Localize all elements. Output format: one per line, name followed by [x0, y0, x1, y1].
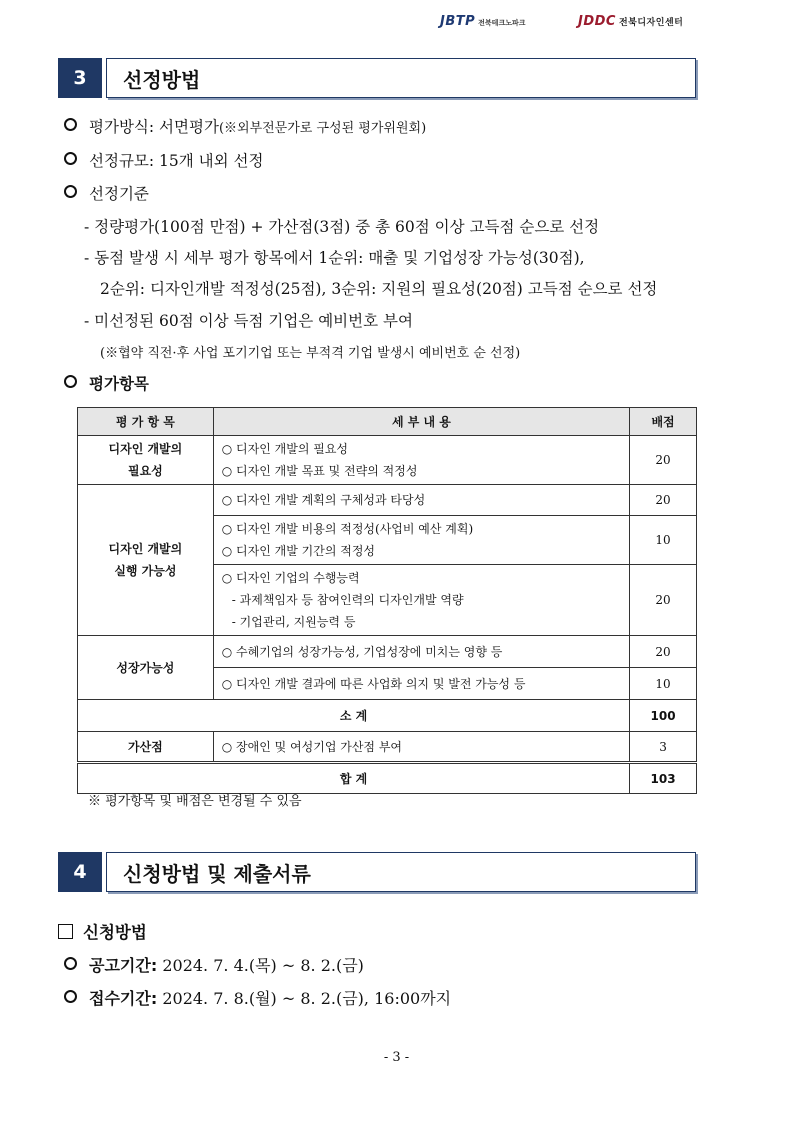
total-label: 합 계 [78, 763, 630, 794]
header-details: 세 부 내 용 [213, 408, 629, 436]
page-number: - 3 - [383, 1050, 410, 1065]
detail-cell [213, 436, 629, 485]
category-necessity [78, 436, 214, 485]
header-score: 배점 [630, 408, 697, 436]
score-cell: 20 [630, 485, 697, 516]
bonus-label: 가산점 [78, 732, 214, 763]
criteria-title: 선정기준 [89, 185, 149, 203]
circle-bullet-icon [64, 185, 77, 198]
notice-period-value: 2024. 7. 4.(목) ~ 8. 2.(금) [162, 956, 364, 975]
score-cell: 20 [630, 565, 697, 636]
circle-bullet-icon [64, 118, 77, 131]
jddc-logo-sub: 전북디자인센터 [618, 18, 684, 28]
section-4-header [58, 852, 696, 892]
eval-method-label: 평가방식: 서면평가 [89, 118, 219, 136]
selection-scale-line [64, 149, 263, 171]
detail-cell [213, 636, 629, 668]
detail-cell [213, 516, 629, 565]
detail-line: ○ 디자인 개발 목표 및 전략의 적정성 [221, 464, 418, 478]
circle-bullet-icon [64, 375, 77, 388]
bonus-row [78, 732, 697, 763]
circle-bullet-icon [64, 957, 77, 970]
evaluation-table [77, 407, 697, 794]
circle-bullet-icon [64, 990, 77, 1003]
detail-line: ○ 수혜기업의 성장가능성, 기업성장에 미치는 영향 등 [221, 644, 503, 659]
section-4-title: 신청방법 및 제출서류 [106, 852, 696, 892]
table-row [78, 485, 697, 516]
criteria-item-2: - 동점 발생 시 세부 평가 항목에서 1순위: 매출 및 기업성장 가능성(30점), [84, 249, 585, 267]
score-cell: 20 [630, 436, 697, 485]
bonus-score: 3 [630, 732, 697, 763]
jbtp-logo-sub: 전북테크노파크 [478, 19, 526, 27]
jddc-logo [578, 14, 683, 29]
score-cell: 10 [630, 668, 697, 700]
section-3-header [58, 58, 696, 98]
detail-line: ○ 디자인 개발 계획의 구체성과 타당성 [221, 493, 426, 507]
criteria-item-1: - 정량평가(100점 만점) + 가산점(3점) 중 총 60점 이상 고득점 순으로 선정 [84, 218, 600, 236]
subtotal-label: 소 계 [78, 700, 630, 732]
detail-cell [213, 565, 629, 636]
detail-line: ○ 디자인 개발 결과에 따른 사업화 의지 및 발전 가능성 등 [221, 676, 526, 691]
detail-cell [213, 668, 629, 700]
jbtp-logo-text: JBTP [440, 14, 476, 29]
receipt-period-label: 접수기간: [89, 989, 158, 1008]
notice-period-line [64, 953, 364, 976]
receipt-period-line [64, 986, 451, 1009]
eval-method-line [64, 115, 426, 137]
circle-bullet-icon [64, 152, 77, 165]
subtotal-score: 100 [630, 700, 697, 732]
detail-line: - 기업관리, 지원능력 등 [231, 615, 356, 629]
table-row [78, 436, 697, 485]
criteria-item-3-note: (※협약 직전·후 사업 포기기업 또는 부적격 기업 발생시 예비번호 순 선정) [100, 346, 521, 361]
criteria-item-3: - 미선정된 60점 이상 득점 기업은 예비번호 부여 [84, 312, 413, 330]
eval-items-title-line [64, 372, 149, 394]
score-cell: 10 [630, 516, 697, 565]
detail-line: ○ 디자인 개발 기간의 적정성 [221, 544, 376, 558]
criteria-item-2-cont: 2순위: 디자인개발 적정성(25점), 3순위: 지원의 필요성(20점) 고득점 순으로 선정 [100, 280, 658, 298]
subtotal-row [78, 700, 697, 732]
total-score: 103 [630, 763, 697, 794]
eval-items-title: 평가항목 [89, 375, 149, 393]
table-row [78, 636, 697, 668]
category-growth: 성장가능성 [78, 636, 214, 700]
category-feasibility-line1: 디자인 개발의 [108, 542, 183, 556]
detail-cell [213, 485, 629, 516]
criteria-title-line [64, 182, 149, 204]
apply-method-title: 신청방법 [83, 923, 147, 942]
score-cell: 20 [630, 636, 697, 668]
category-feasibility-line2: 실행 가능성 [114, 564, 177, 578]
detail-line: ○ 디자인 개발 비용의 적정성(사업비 예산 계획) [221, 522, 474, 536]
eval-method-note: (※외부전문가로 구성된 평가위원회) [218, 121, 427, 136]
square-bullet-icon [58, 924, 73, 939]
apply-method-line [58, 919, 147, 943]
bonus-desc: ○ 장애인 및 여성기업 가산점 부여 [213, 732, 629, 763]
total-row [78, 763, 697, 794]
selection-scale-text: 선정규모: 15개 내외 선정 [89, 152, 264, 170]
jbtp-logo [440, 14, 526, 29]
jddc-logo-text: JDDC [578, 14, 616, 29]
detail-line: ○ 디자인 개발의 필요성 [221, 442, 349, 456]
section-3-title: 선정방법 [106, 58, 696, 98]
category-necessity-line2: 필요성 [127, 464, 163, 478]
notice-period-label: 공고기간: [89, 956, 158, 975]
category-necessity-line1: 디자인 개발의 [108, 442, 183, 456]
receipt-period-value: 2024. 7. 8.(월) ~ 8. 2.(금), 16:00까지 [162, 989, 452, 1008]
category-feasibility [78, 485, 214, 636]
detail-line: ○ 디자인 기업의 수행능력 [221, 571, 360, 585]
detail-line: - 과제책임자 등 참여인력의 디자인개발 역량 [231, 593, 464, 607]
header-eval-item: 평 가 항 목 [78, 408, 214, 436]
section-4-number: 4 [58, 852, 102, 892]
table-header-row [78, 408, 697, 436]
table-note: ※ 평가항목 및 배점은 변경될 수 있음 [88, 794, 302, 809]
section-3-number: 3 [58, 58, 102, 98]
